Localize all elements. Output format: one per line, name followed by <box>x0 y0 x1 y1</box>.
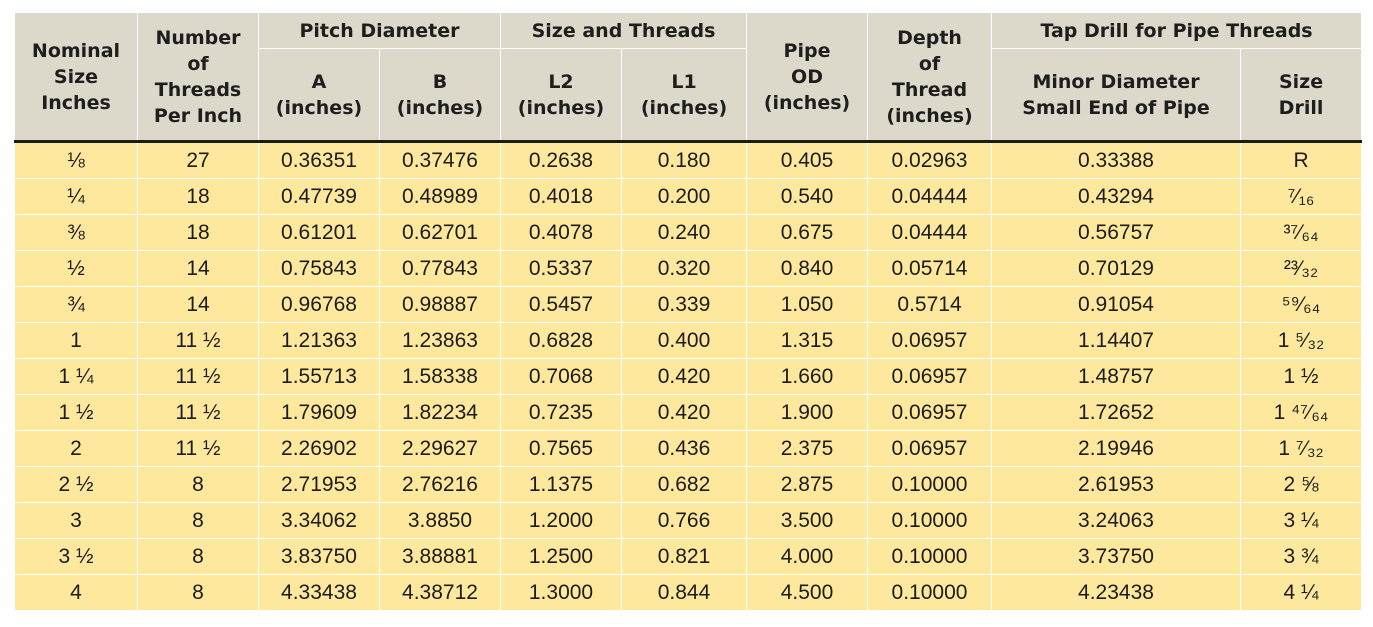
table-cell: 1.55713 <box>259 359 380 395</box>
table-cell: 11 ½ <box>138 359 259 395</box>
table-cell: 1.2500 <box>501 539 622 575</box>
table-cell: 1.900 <box>747 395 868 431</box>
table-cell: 0.7068 <box>501 359 622 395</box>
table-cell: 11 ½ <box>138 323 259 359</box>
table-cell: 1 ⁵⁄₃₂ <box>1241 323 1362 359</box>
table-row <box>15 359 1362 395</box>
table-cell: 3.34062 <box>259 503 380 539</box>
table-cell: 1.79609 <box>259 395 380 431</box>
table-cell: 0.840 <box>747 251 868 287</box>
table-cell: 0.98887 <box>380 287 501 323</box>
table-cell: 0.91054 <box>992 287 1241 323</box>
table-cell: 0.10000 <box>868 539 992 575</box>
table-row <box>15 179 1362 215</box>
table-cell: 1.58338 <box>380 359 501 395</box>
table-cell: 4 ¼ <box>1241 575 1362 611</box>
table-cell: 0.682 <box>622 467 747 503</box>
table-cell: 0.06957 <box>868 323 992 359</box>
table-cell: 0.400 <box>622 323 747 359</box>
table-cell: 4.23438 <box>992 575 1241 611</box>
table-row <box>15 431 1362 467</box>
table-cell: 0.5457 <box>501 287 622 323</box>
table-cell: 0.766 <box>622 503 747 539</box>
table-cell: 0.10000 <box>868 467 992 503</box>
table-cell: 2.71953 <box>259 467 380 503</box>
table-cell: 1 ½ <box>15 395 138 431</box>
table-cell: 0.33388 <box>992 142 1241 179</box>
table-cell: 0.339 <box>622 287 747 323</box>
table-cell: 14 <box>138 287 259 323</box>
table-cell: 0.7565 <box>501 431 622 467</box>
table-cell: 11 ½ <box>138 395 259 431</box>
table-cell: 0.675 <box>747 215 868 251</box>
table-cell: 1.2000 <box>501 503 622 539</box>
table-cell: 2.19946 <box>992 431 1241 467</box>
table-cell: 0.06957 <box>868 395 992 431</box>
table-cell: 0.04444 <box>868 215 992 251</box>
table-cell: 1.21363 <box>259 323 380 359</box>
table-cell: 4 <box>15 575 138 611</box>
header-col-a: A (inches) <box>259 49 380 142</box>
table-cell: 1 ⁷⁄₃₂ <box>1241 431 1362 467</box>
table-cell: 0.10000 <box>868 503 992 539</box>
table-row <box>15 503 1362 539</box>
table-cell: R <box>1241 142 1362 179</box>
table-row <box>15 323 1362 359</box>
table-cell: 1.315 <box>747 323 868 359</box>
table-cell: 1.3000 <box>501 575 622 611</box>
header-pipe-od: Pipe OD (inches) <box>747 13 868 142</box>
table-cell: 2.375 <box>747 431 868 467</box>
table-cell: ³⁷⁄₆₄ <box>1241 215 1362 251</box>
table-cell: 0.06957 <box>868 359 992 395</box>
header-minor-diameter: Minor Diameter Small End of Pipe <box>992 49 1241 142</box>
table-cell: 3.500 <box>747 503 868 539</box>
table-cell: 0.540 <box>747 179 868 215</box>
table-cell: 3.88881 <box>380 539 501 575</box>
header-depth-of-thread: Depth of Thread (inches) <box>868 13 992 142</box>
header-col-b: B (inches) <box>380 49 501 142</box>
table-cell: 0.200 <box>622 179 747 215</box>
table-cell: 0.420 <box>622 359 747 395</box>
table-cell: 1.1375 <box>501 467 622 503</box>
table-cell: 1.48757 <box>992 359 1241 395</box>
table-cell: 3 ½ <box>15 539 138 575</box>
table-cell: 2.26902 <box>259 431 380 467</box>
table-cell: ¾ <box>15 287 138 323</box>
table-cell: 27 <box>138 142 259 179</box>
table-cell: 0.56757 <box>992 215 1241 251</box>
table-cell: 2 ⅝ <box>1241 467 1362 503</box>
table-cell: 3.24063 <box>992 503 1241 539</box>
table-cell: 0.37476 <box>380 142 501 179</box>
table-cell: 1.660 <box>747 359 868 395</box>
table-cell: 14 <box>138 251 259 287</box>
table-row <box>15 215 1362 251</box>
table-cell: 0.844 <box>622 575 747 611</box>
table-cell: 0.48989 <box>380 179 501 215</box>
table-row <box>15 575 1362 611</box>
table-header <box>15 13 1362 142</box>
table-cell: 0.43294 <box>992 179 1241 215</box>
table-cell: ½ <box>15 251 138 287</box>
table-cell: 0.5337 <box>501 251 622 287</box>
table-cell: 0.77843 <box>380 251 501 287</box>
table-cell: ⁷⁄₁₆ <box>1241 179 1362 215</box>
table-cell: 8 <box>138 539 259 575</box>
table-cell: 11 ½ <box>138 431 259 467</box>
table-cell: 1.82234 <box>380 395 501 431</box>
table-cell: 3 ¼ <box>1241 503 1362 539</box>
table-cell: 0.7235 <box>501 395 622 431</box>
table-cell: 2.61953 <box>992 467 1241 503</box>
table-cell: 0.70129 <box>992 251 1241 287</box>
table-cell: 0.96768 <box>259 287 380 323</box>
table-cell: 18 <box>138 179 259 215</box>
table-cell: 0.36351 <box>259 142 380 179</box>
table-cell: 1.14407 <box>992 323 1241 359</box>
table-cell: 3.8850 <box>380 503 501 539</box>
table-cell: 2.875 <box>747 467 868 503</box>
table-cell: 0.4078 <box>501 215 622 251</box>
table-cell: 1.050 <box>747 287 868 323</box>
table-cell: 0.02963 <box>868 142 992 179</box>
table-cell: 0.420 <box>622 395 747 431</box>
header-group-tap-drill: Tap Drill for Pipe Threads <box>992 13 1362 49</box>
table-cell: 1 <box>15 323 138 359</box>
table-cell: 2.29627 <box>380 431 501 467</box>
header-threads-per-inch: Number of Threads Per Inch <box>138 13 259 142</box>
header-col-l2: L2 (inches) <box>501 49 622 142</box>
table-cell: 0.4018 <box>501 179 622 215</box>
table-cell: 0.180 <box>622 142 747 179</box>
table-cell: 8 <box>138 575 259 611</box>
table-row <box>15 251 1362 287</box>
table-cell: ¼ <box>15 179 138 215</box>
header-size-drill: Size Drill <box>1241 49 1362 142</box>
table-cell: 2.76216 <box>380 467 501 503</box>
table-cell: ⅜ <box>15 215 138 251</box>
table-cell: 1 ¼ <box>15 359 138 395</box>
table-cell: 8 <box>138 467 259 503</box>
table-cell: 2 <box>15 431 138 467</box>
table-cell: 3.73750 <box>992 539 1241 575</box>
table-cell: 3 <box>15 503 138 539</box>
pipe-thread-table <box>14 12 1362 611</box>
table-cell: 0.05714 <box>868 251 992 287</box>
table-cell: 4.38712 <box>380 575 501 611</box>
table-row <box>15 467 1362 503</box>
table-cell: 18 <box>138 215 259 251</box>
header-group-pitch-diameter: Pitch Diameter <box>259 13 501 49</box>
table-row <box>15 142 1362 179</box>
table-cell: 4.33438 <box>259 575 380 611</box>
table-cell: 1.72652 <box>992 395 1241 431</box>
table-cell: 0.10000 <box>868 575 992 611</box>
table-row <box>15 539 1362 575</box>
header-nominal-size: Nominal Size Inches <box>15 13 138 142</box>
table-cell: 0.06957 <box>868 431 992 467</box>
table-cell: 3 ¾ <box>1241 539 1362 575</box>
table-cell: 1.23863 <box>380 323 501 359</box>
table-cell: 8 <box>138 503 259 539</box>
table-body <box>15 142 1362 611</box>
table-cell: 0.62701 <box>380 215 501 251</box>
table-cell: 0.6828 <box>501 323 622 359</box>
table-cell: 0.405 <box>747 142 868 179</box>
table-cell: ⁵⁹⁄₆₄ <box>1241 287 1362 323</box>
table-cell: 0.75843 <box>259 251 380 287</box>
table-cell: 3.83750 <box>259 539 380 575</box>
header-col-l1: L1 (inches) <box>622 49 747 142</box>
header-group-size-threads: Size and Threads <box>501 13 747 49</box>
table-cell: 4.500 <box>747 575 868 611</box>
table-cell: 0.61201 <box>259 215 380 251</box>
table-cell: ⅛ <box>15 142 138 179</box>
table-cell: 1 ½ <box>1241 359 1362 395</box>
table-cell: 1 ⁴⁷⁄₆₄ <box>1241 395 1362 431</box>
table-cell: 0.240 <box>622 215 747 251</box>
pipe-thread-table-container <box>14 12 1361 611</box>
table-cell: 0.5714 <box>868 287 992 323</box>
table-cell: 0.436 <box>622 431 747 467</box>
table-row <box>15 287 1362 323</box>
table-cell: 0.04444 <box>868 179 992 215</box>
table-cell: 0.2638 <box>501 142 622 179</box>
table-cell: 0.320 <box>622 251 747 287</box>
table-cell: ²³⁄₃₂ <box>1241 251 1362 287</box>
table-row <box>15 395 1362 431</box>
table-cell: 0.821 <box>622 539 747 575</box>
table-cell: 0.47739 <box>259 179 380 215</box>
table-cell: 4.000 <box>747 539 868 575</box>
table-cell: 2 ½ <box>15 467 138 503</box>
